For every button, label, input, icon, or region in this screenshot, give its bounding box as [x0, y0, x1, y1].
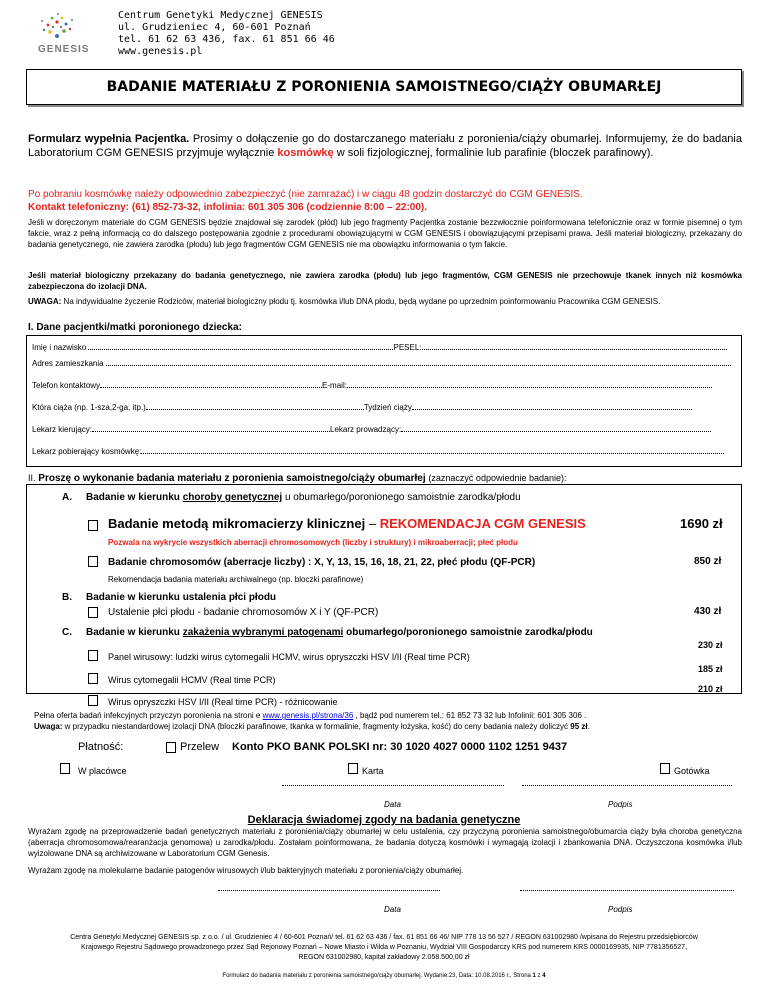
transfer-label: Przelew: [180, 741, 220, 753]
payment-sign-field[interactable]: [522, 785, 732, 786]
logo: [14, 8, 100, 70]
payment-label: Płatność:: [78, 741, 124, 753]
opt3-price: 430 zł: [694, 606, 722, 617]
opt6-price: 210 zł: [698, 684, 723, 694]
A-text-pre: Badanie w kierunku: [86, 492, 183, 503]
footer-line3: REGON 631002980, kapitał zakładowy 2.058.500,00 zł: [298, 954, 470, 961]
uwaga-label: UWAGA:: [28, 297, 62, 306]
address-row: [32, 358, 736, 369]
footer: [14, 933, 754, 963]
consent-date-field[interactable]: [218, 890, 440, 891]
consent-sign-field[interactable]: [520, 890, 734, 891]
consent-text1: Wyrażam zgodę na przeprowadzenie badań genetycznych materiału z poronienia/ciąży obumarłej w celu ustalenia, czy przyczyną poronienia samoistnego/obumarcia ciąży była choroba genetyczna (aberracja chromosomowa/rearanżacja genomowa) u zarodka/płodu. Zostałam poinformowana, że badania dotyczą kosmówki i wymagają izolacji i zbankowania DNA. Oczyszczona kosmówka i/lub wyizolowane DNA są archiwizowane w Laboratorium CGM Genesis.: [28, 827, 742, 858]
company-www[interactable]: www.genesis.pl: [118, 46, 203, 57]
A-text: [86, 491, 521, 504]
A-label: A.: [62, 492, 72, 503]
intro-red-line: Po pobraniu kosmówkę należy odpowiednio zabezpieczyć (nie zamrażać) i w ciągu 48 godzin dostarczyć do CGM GENESIS.: [28, 189, 583, 200]
name-field[interactable]: [88, 349, 393, 350]
page-sep: z: [535, 973, 543, 979]
A-text-u: choroby genetycznej: [182, 492, 283, 503]
opt2-note: Rekomendacja badania materiału archiwalnego (np. bloczki parafinowe): [108, 575, 364, 584]
doctor-lead-field[interactable]: [401, 431, 711, 432]
doc-info-text: Formularz do badania materiału z poronienia samoistnego/ciąży obumarłej. Wydanie:23, Data: 10.08.2016 r., Strona: [222, 973, 533, 979]
week-label: Tydzień ciąży: [363, 403, 412, 412]
footer-line1: Centra Genetyki Medycznej GENESIS sp. z o.o. / ul. Grudzieniec 4 / 60-601 Poznań/ tel. 61 62 63 436 / fax. 61 851 66 46/ NIP 778 13 56 527 / REGON 631002980 /wpisana do Rejestru przedsiębiorców: [70, 934, 698, 941]
page-count: 4: [542, 973, 546, 979]
opt5-price: 185 zł: [698, 664, 723, 674]
page-title: BADANIE MATERIAŁU Z PORONIENIA SAMOISTNEGO/CIĄŻY OBUMARŁEJ: [106, 79, 662, 95]
C-text-post: obumarłego/poronionego samoistnie zarodka/płodu: [343, 627, 593, 638]
opt4-checkbox[interactable]: [88, 650, 98, 661]
intro-para2: Jeśli materiał biologiczny przekazany do badania genetycznego, nie zawiera zarodka (płodu) lub jego fragmentów, CGM GENESIS nie przechowuje tkanek innych niż kosmówka zabezpieczona do izolacji DNA.: [28, 271, 742, 291]
section2-heading: [28, 473, 567, 484]
company-phone: tel. 61 62 63 436, fax. 61 851 66 46: [118, 34, 335, 45]
opt6-checkbox[interactable]: [88, 695, 98, 706]
opt1-red: REKOMENDACJA CGM GENESIS: [379, 516, 586, 531]
footer-line2: Krajowego Rejestru Sądowego prowadzonego przez Sąd Rejonowy Poznań – Nowe Miasto i Wilda w Poznaniu, Wydział VIII Gospodarczy KRS pod numerem KRS 0000169935, NIP 7781356527,: [80, 944, 688, 951]
payment-date-field[interactable]: [282, 785, 504, 786]
bank-account: Konto PKO BANK POLSKI nr: 30 1020 4027 0000 1102 1251 9437: [232, 741, 568, 753]
opt2-checkbox[interactable]: [88, 556, 98, 567]
intro-uwaga: [28, 296, 742, 307]
intro-lead-text: Prosimy o dołączenie go do dostarczanego materiału z poronienia/ciąży obumarłej. Informujemy, że do badania Laboratorium CGM GENESIS przyjmuje wyłącznie: [28, 133, 742, 159]
intro-lead: [28, 132, 742, 160]
consent-heading: Deklaracja świadomej zgody na badania genetyczne: [247, 814, 521, 826]
pregnancy-field[interactable]: [146, 409, 364, 410]
cash-checkbox[interactable]: [660, 763, 670, 774]
opt1-note: Pozwala na wykrycie wszystkich aberracji chromosomowych (liczby i struktury) i mikroaberracji; płeć płodu: [108, 538, 518, 547]
opt1-dash: –: [365, 516, 380, 531]
pregnancy-row: [32, 402, 736, 413]
full-offer: [34, 711, 586, 720]
opt4-label: Panel wirusowy: ludzki wirus cytomegalii HCMV, wirus opryszczki HSV I/II (Real time PCR): [108, 652, 470, 662]
opt3-label: Ustalenie płci płodu - badanie chromosomów X i Y (QF-PCR): [108, 607, 379, 618]
opt1-label: [108, 516, 586, 531]
card-label: Karta: [362, 766, 384, 776]
company-info: [118, 10, 335, 58]
uwaga2-price: 95 zł: [570, 722, 588, 731]
doctor-row: [32, 424, 736, 435]
intro-red-contact: Kontakt telefoniczny: (61) 852-73-32, infolinia: 601 305 306 (codziennie 8:00 – 22:00).: [28, 202, 428, 213]
phone-label: Telefon kontaktowy: [32, 381, 101, 390]
C-text: [86, 626, 593, 639]
phone-field[interactable]: [100, 387, 322, 388]
opt1-checkbox[interactable]: [88, 520, 98, 531]
doctor-collect-row: [32, 446, 736, 457]
email-label: E-mail:: [322, 381, 347, 390]
name-row: [32, 342, 736, 353]
cash-label: Gotówka: [674, 766, 710, 776]
intro-para1: Jeśli w doręczonym materiale do CGM GENESIS będzie znajdował się zarodek (płód) lub jego fragmenty Pacjentka zostanie bezzwłocznie poinformowana telefonicznie oraz w formie pisemnej o tym fakcie, wraz z pełną informacją co do dalszego postępowania zgodnie z procedurami obowiązującymi w CGM GENESIS i obowiązującymi przepisami prawa. Jeśli materiał biologiczny, przekazany do badania genetycznego, nie zawiera zarodka (płodu) lub jego fragmentów CGM GENESIS nie ma obowiązku informowania o tym fakcie.: [28, 218, 742, 249]
office-label: W placówce: [78, 766, 127, 776]
payment-sign-label: Podpis: [608, 800, 633, 809]
opt3-checkbox[interactable]: [88, 607, 98, 618]
consent-date-label: Data: [384, 905, 401, 914]
C-label: C.: [62, 627, 72, 638]
section1-heading: I. Dane pacjentki/matki poronionego dziecka:: [28, 322, 242, 333]
doctor-ref-field[interactable]: [92, 431, 330, 432]
opt1-text: Badanie metodą mikromacierzy klinicznej: [108, 516, 366, 531]
address-label: Adres zamieszkania: [32, 359, 104, 368]
opt5-checkbox[interactable]: [88, 673, 98, 684]
office-checkbox[interactable]: [60, 763, 70, 774]
section2-title: Proszę o wykonanie badania materiału z poronienia samoistnego/ciąży obumarłej: [38, 473, 426, 484]
full-offer-link[interactable]: www.genesis.pl/strona/36: [262, 711, 354, 720]
consent-sign-label: Podpis: [608, 905, 633, 914]
doctor-collect-label: Lekarz pobierający kosmówkę:: [32, 447, 142, 456]
pesel-field[interactable]: [422, 349, 727, 350]
name-label: Imię i nazwisko: [32, 343, 87, 352]
doctor-lead-label: Lekarz prowadzący:: [330, 425, 402, 434]
opt2-price: 850 zł: [694, 556, 722, 567]
intro-lead-end: w soli fizjologicznej, formalinie lub parafinie (bloczek parafinowy).: [333, 147, 654, 159]
pregnancy-label: Która ciąża (np. 1-sza,2-ga, itp.): [32, 403, 146, 412]
doc-info: [0, 973, 768, 979]
section2-note: (zaznaczyć odpowiednie badanie):: [428, 473, 567, 483]
B-label: B.: [62, 592, 72, 603]
opt5-label: Wirus cytomegalii HCMV (Real time PCR): [108, 675, 276, 685]
uwaga2-text: w przypadku niestandardowej izolacji DNA (bloczki parafinowe, tkanka w formalinie, fragmenty łożyska, kość) do ceny badania należy doliczyć: [62, 722, 571, 731]
card-checkbox[interactable]: [348, 763, 358, 774]
B-text: Badanie w kierunku ustalenia płci płodu: [86, 592, 277, 603]
address-field[interactable]: [106, 365, 731, 366]
doctor-ref-label: Lekarz kierujący:: [32, 425, 93, 434]
doctor-collect-field[interactable]: [141, 453, 724, 454]
opt6-label: Wirus opryszczki HSV I/II (Real time PCR) - różnicowanie: [108, 697, 338, 707]
email-field[interactable]: [347, 387, 712, 388]
page-number: 1: [532, 973, 536, 979]
transfer-checkbox[interactable]: [166, 742, 176, 753]
uwaga-text: Na indywidualne życzenie Rodziców, materiał biologiczny płodu tj. kosmówka i/lub DNA płodu, będą wydane po uprzednim poinformowaniu Pracownika CGM GENESIS.: [61, 297, 661, 306]
uwaga2: [34, 722, 590, 731]
intro-lead-bold: Formularz wypełnia Pacjentka.: [28, 133, 190, 145]
opt4-price: 230 zł: [698, 640, 723, 650]
logo-text: GENESIS: [38, 44, 90, 55]
section2-num: II.: [28, 473, 36, 483]
week-field[interactable]: [412, 409, 692, 410]
payment-date-label: Data: [384, 800, 401, 809]
logo-graphic: [14, 8, 100, 70]
full-offer-pre: Pełna oferta badań infekcyjnych przyczyn poronienia na stroni e: [34, 711, 263, 720]
consent-text2: Wyrażam zgodę na molekularne badanie patogenów wirusowych i/lub bakteryjnych materiału z poronienia/ciąży obumarłej.: [28, 866, 464, 875]
intro-lead-red: kosmówkę: [277, 147, 334, 159]
company-address: ul. Grudzieniec 4, 60-601 Poznań: [118, 22, 311, 33]
pesel-label: PESEL:: [393, 343, 422, 352]
uwaga2-end: .: [587, 722, 590, 731]
C-text-pre: Badanie w kierunku: [86, 627, 183, 638]
full-offer-post: , bądź pod numerem tel.: 61 852 73 32 lub Infolinii: 601 305 306 .: [353, 711, 587, 720]
C-text-u: zakażenia wybranymi patogenami: [182, 627, 344, 638]
opt2-label: Badanie chromosomów (aberracje liczby) : X, Y, 13, 15, 16, 18, 21, 22, płeć płodu (QF-PCR): [108, 557, 536, 568]
uwaga2-label: Uwaga:: [34, 722, 63, 731]
company-name: Centrum Genetyki Medycznej GENESIS: [118, 10, 323, 21]
phone-row: [32, 380, 736, 391]
opt1-price: 1690 zł: [680, 516, 723, 531]
A-text-post: u obumarłego/poronionego samoistnie zarodka/płodu: [282, 492, 521, 503]
